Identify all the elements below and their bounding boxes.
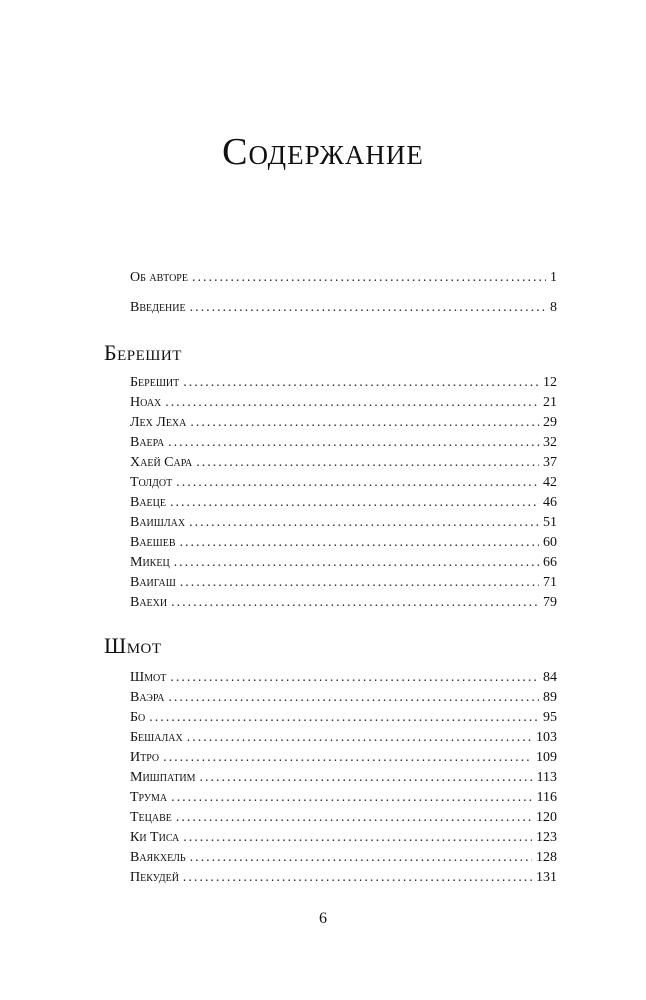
section-heading-shmot: Шмот	[104, 633, 162, 658]
leader-dots	[170, 493, 539, 513]
leader-dots	[170, 668, 539, 688]
leader-dots	[163, 748, 532, 768]
leader-dots	[189, 513, 539, 533]
toc-entry-label: Пекудей	[130, 870, 179, 885]
toc-entry-label: Ваигаш	[130, 575, 176, 590]
toc-entry[interactable]	[130, 848, 557, 868]
toc-entry[interactable]	[130, 493, 557, 513]
toc-entry-label: Хаей Сара	[130, 455, 193, 470]
toc-entry-label: Лех Леха	[130, 415, 187, 430]
leader-dots	[168, 433, 539, 453]
toc-entry-page: 29	[543, 415, 557, 430]
leader-dots	[187, 728, 532, 748]
leader-dots	[196, 453, 539, 473]
page-title: Содержание	[222, 131, 424, 173]
leader-dots	[174, 553, 539, 573]
toc-entry-label: Ваишлах	[130, 515, 186, 530]
toc-entry-label: Ваешев	[130, 535, 176, 550]
toc-entry[interactable]	[130, 668, 557, 688]
toc-entry[interactable]	[130, 373, 557, 393]
toc-entry-page: 120	[536, 810, 557, 825]
toc-entry-page: 131	[536, 870, 557, 885]
toc-entry-label: Итро	[130, 750, 160, 765]
toc-entry-page: 8	[550, 300, 557, 315]
leader-dots	[180, 533, 539, 553]
toc-entry[interactable]	[130, 453, 557, 473]
toc-entry[interactable]	[130, 413, 557, 433]
toc-entry[interactable]	[130, 828, 557, 848]
toc-entry-page: 42	[543, 475, 557, 490]
leader-dots	[192, 268, 546, 288]
toc-entry-page: 51	[543, 515, 557, 530]
toc-entry[interactable]	[130, 513, 557, 533]
toc-entry-label: Ваеце	[130, 495, 166, 510]
leader-dots	[190, 413, 539, 433]
toc-entry[interactable]	[130, 473, 557, 493]
toc-entry[interactable]	[130, 593, 557, 613]
leader-dots	[180, 573, 539, 593]
toc-entry-label: Шмот	[130, 670, 167, 685]
toc-entry-page: 37	[543, 455, 557, 470]
leader-dots	[200, 768, 533, 788]
leader-dots	[168, 688, 539, 708]
toc-entry-page: 71	[543, 575, 557, 590]
toc-entry[interactable]	[130, 688, 557, 708]
toc-entry-label: Ваякхель	[130, 850, 186, 865]
toc-entry-label: Толдот	[130, 475, 173, 490]
toc-entry[interactable]	[130, 708, 557, 728]
toc-entry-page: 116	[536, 790, 557, 805]
toc-entry-label: Ваэра	[130, 690, 165, 705]
toc-entry-label: Микец	[130, 555, 170, 570]
toc-entry-label: Ноах	[130, 395, 162, 410]
toc-entry-introduction[interactable]	[130, 298, 557, 318]
toc-entry[interactable]	[130, 533, 557, 553]
toc-entry[interactable]	[130, 573, 557, 593]
toc-entry[interactable]	[130, 748, 557, 768]
toc-entry[interactable]	[130, 808, 557, 828]
toc-entry-page: 95	[543, 710, 557, 725]
toc-entry-page: 103	[536, 730, 557, 745]
toc-entry-label: Тецаве	[130, 810, 172, 825]
leader-dots	[176, 473, 539, 493]
toc-entry[interactable]	[130, 728, 557, 748]
toc-entry-page: 128	[536, 850, 557, 865]
toc-entry[interactable]	[130, 868, 557, 888]
leader-dots	[165, 393, 539, 413]
leader-dots	[176, 808, 532, 828]
toc-entry-page: 21	[543, 395, 557, 410]
toc-entry-label: Мишпатим	[130, 770, 196, 785]
toc-entry-page: 84	[543, 670, 557, 685]
toc-entry-about-author[interactable]	[130, 268, 557, 288]
leader-dots	[149, 708, 539, 728]
leader-dots	[183, 828, 532, 848]
toc-entry-page: 79	[543, 595, 557, 610]
toc-entry[interactable]	[130, 433, 557, 453]
toc-entry-label: Ваехи	[130, 595, 168, 610]
toc-entry-page: 109	[536, 750, 557, 765]
toc-entry-label: Об авторе	[130, 270, 188, 285]
toc-entry[interactable]	[130, 788, 557, 808]
leader-dots	[190, 298, 546, 318]
toc-entry-label: Берешит	[130, 375, 180, 390]
toc-entry-page: 89	[543, 690, 557, 705]
toc-entry-label: Ваера	[130, 435, 165, 450]
toc-entry-page: 113	[536, 770, 557, 785]
toc-entry-page: 60	[543, 535, 557, 550]
toc-entry-page: 66	[543, 555, 557, 570]
toc-entry-page: 123	[536, 830, 557, 845]
toc-entry-page: 1	[550, 270, 557, 285]
toc-entry-label: Бо	[130, 710, 146, 725]
toc-entry-page: 12	[543, 375, 557, 390]
leader-dots	[171, 593, 539, 613]
toc-entry[interactable]	[130, 393, 557, 413]
toc-entry-label: Ки Тиса	[130, 830, 180, 845]
leader-dots	[183, 373, 539, 393]
toc-entry[interactable]	[130, 553, 557, 573]
toc-entry-page: 46	[543, 495, 557, 510]
toc-entry[interactable]	[130, 768, 557, 788]
toc-entry-label: Трума	[130, 790, 168, 805]
section-heading-bereshit: Берешит	[104, 340, 182, 365]
page-number: 6	[319, 910, 327, 927]
toc-entry-label: Введение	[130, 300, 186, 315]
toc-entry-label: Бешалах	[130, 730, 183, 745]
leader-dots	[171, 788, 532, 808]
leader-dots	[190, 848, 532, 868]
leader-dots	[183, 868, 532, 888]
toc-entry-page: 32	[543, 435, 557, 450]
